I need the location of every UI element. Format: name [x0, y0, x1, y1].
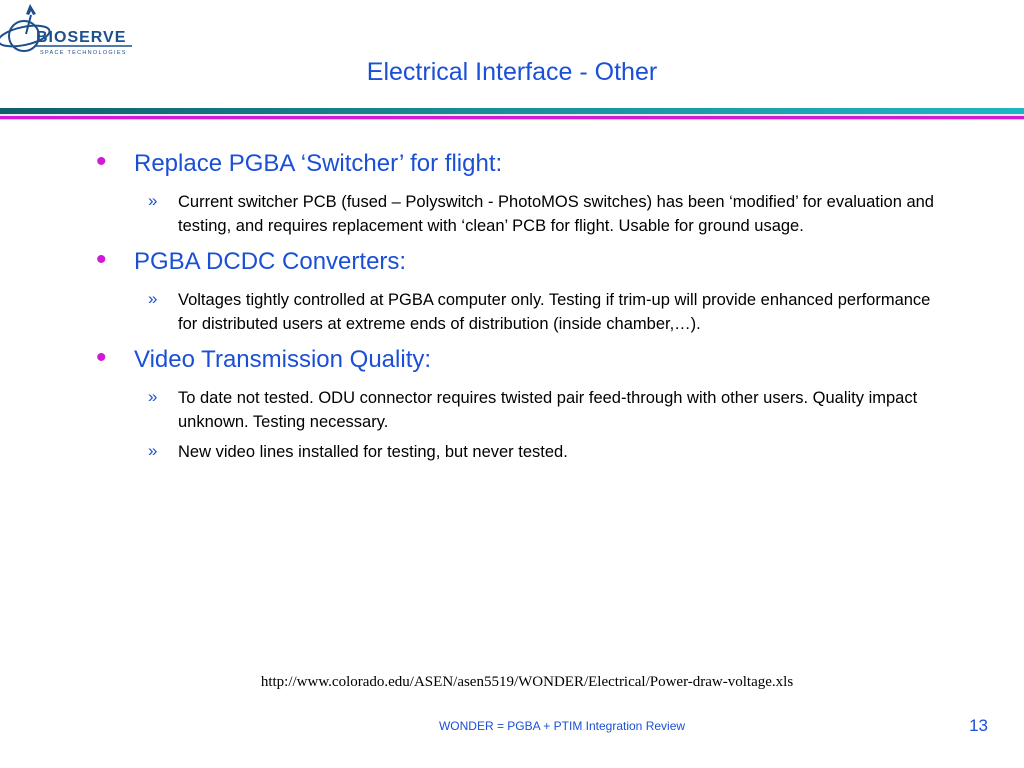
bullet-heading: PGBA DCDC Converters: [134, 248, 407, 275]
bioserve-logo [0, 0, 140, 64]
sub-bullet-text: Current switcher PCB (fused – Polyswitch - PhotoMOS switches) has been ‘modified’ for evaluation and testing, and requires replacement with ‘clean’ PCB for flight. Usable for ground usage. [178, 193, 934, 235]
thin-rule [0, 119, 1024, 120]
chevron-bullet-icon: » [148, 289, 158, 308]
bullet-heading: Video Transmission Quality: [134, 346, 432, 373]
page-number: 13 [969, 716, 988, 735]
bullet-heading: Replace PGBA ‘Switcher’ for flight: [134, 150, 503, 177]
sub-bullet-item [148, 190, 956, 238]
sub-bullet-text: Voltages tightly controlled at PGBA computer only. Testing if trim-up will provide enhanced performance for distributed users at extreme ends of distribution (inside chamber,…). [178, 291, 931, 333]
sub-bullet-item [148, 288, 956, 336]
sub-bullet-text: New video lines installed for testing, but never tested. [178, 443, 568, 461]
sub-bullet-item [148, 440, 956, 464]
bullet-item [96, 342, 956, 378]
reference-link[interactable]: http://www.colorado.edu/ASEN/asen5519/WONDER/Electrical/Power-draw-voltage.xls [260, 674, 794, 690]
chevron-bullet-icon: » [148, 387, 158, 406]
bullet-item [96, 244, 956, 280]
slide-title: Electrical Interface - Other [366, 58, 658, 86]
header-rule [0, 108, 1024, 120]
slide-content [96, 146, 956, 470]
svg-text:SPACE TECHNOLOGIES: SPACE TECHNOLOGIES [40, 50, 127, 56]
bullet-dot-icon: • [96, 243, 107, 276]
sub-bullet-item [148, 386, 956, 434]
sub-bullet-text: To date not tested. ODU connector requires twisted pair feed-through with other users. Quality impact unknown. Testing necessary. [178, 389, 918, 431]
chevron-bullet-icon: » [148, 191, 158, 210]
bullet-dot-icon: • [96, 341, 107, 374]
footer-text: WONDER = PGBA + PTIM Integration Review [438, 719, 686, 733]
bullet-dot-icon: • [96, 145, 107, 178]
bullet-item [96, 146, 956, 182]
svg-text:BIOSERVE: BIOSERVE [36, 29, 127, 46]
chevron-bullet-icon: » [148, 441, 158, 460]
